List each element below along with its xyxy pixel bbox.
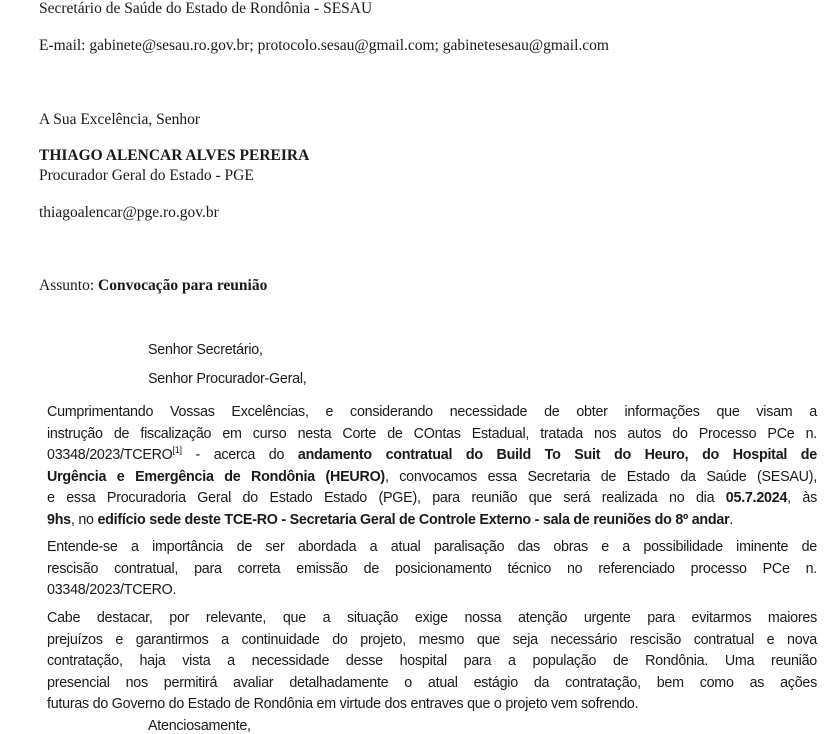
closing: Atenciosamente, (148, 718, 251, 734)
footnote-ref[interactable]: [1] (172, 445, 182, 456)
paragraph-urgency (47, 608, 817, 716)
recipient-name: THIAGO ALENCAR ALVES PEREIRA (39, 147, 310, 164)
bold-text: andamento contratual do Build To Suit do Heuro, do Hospital de (297, 447, 817, 464)
paragraph-line (47, 445, 817, 467)
subject-label: Assunto: (39, 277, 98, 294)
text-run: presencial nos permitirá avaliar detalhadamente o atual estágio da contratação, bem como as ações (47, 674, 817, 691)
text-run: contratação, haja vista a necessidade desse hospital para a população de Rondônia. Uma reunião (47, 653, 817, 670)
paragraph-line (47, 673, 817, 695)
greeting-procurador: Senhor Procurador-Geral, (148, 371, 307, 387)
paragraph-line (47, 402, 817, 424)
text-run: , convocamos essa Secretaria de Estado da Saúde (SESAU), (384, 468, 817, 485)
paragraph-line (47, 651, 817, 673)
subject-line (39, 277, 267, 295)
text-run: rescisão contratual, para correta emissão de posicionamento técnico no referenciado processo PCe n. (47, 560, 817, 577)
text-run: Entende-se a importância de ser abordada a atual paralisação das obras e a possibilidade iminente de (47, 539, 817, 555)
text-run: 03348/2023/TCERO. (47, 582, 177, 599)
greeting-secretary: Senhor Secretário, (148, 342, 263, 358)
text-run: - acerca do (181, 447, 298, 464)
paragraph-line (47, 694, 817, 716)
paragraph-convocation (47, 402, 817, 532)
sender-email: E-mail: gabinete@sesau.ro.gov.br; protocolo.sesau@gmail.com; gabinetesesau@gmail.com (39, 37, 609, 54)
paragraph-line (47, 630, 817, 652)
text-run: , às (787, 490, 817, 507)
bold-text: Urgência e Emergência de Rondônia (HEURO) (47, 468, 385, 485)
bold-text: 9hs (47, 511, 71, 528)
text-run: Cabe destacar, por relevante, que a situação exige nossa atenção urgente para evitarmos maiores (47, 610, 817, 626)
text-run: . (729, 511, 734, 528)
text-run: instrução de fiscalização em curso nesta Corte de COntas Estadual, tratada nos autos do Processo PCe n. (47, 425, 817, 442)
paragraph-line (47, 488, 817, 510)
paragraph-line (47, 608, 817, 630)
paragraph-line (47, 559, 817, 581)
text-run: Cumprimentando Vossas Excelências, e considerando necessidade de obter informações que visam a (47, 404, 817, 420)
paragraph-line (47, 537, 817, 559)
paragraph-line (47, 580, 817, 602)
bold-text: edifício sede deste TCE-RO - Secretaria Geral de Controle Externo - sala de reuniões do 8º andar (97, 511, 730, 528)
bold-text: 05.7.2024 (725, 490, 788, 507)
sender-line: Secretário de Saúde do Estado de Rondônia - SESAU (39, 0, 373, 17)
subject-value: Convocação para reunião (98, 277, 268, 294)
text-run: e essa Procuradoria Geral do Estado Estado (PGE), para reunião que será realizada no dia (47, 490, 726, 507)
text-run: , no (70, 511, 98, 528)
paragraph-importance (47, 537, 817, 602)
recipient-email: thiagoalencar@pge.ro.gov.br (39, 204, 219, 221)
text-run: futuras do Governo do Estado de Rondônia em virtude dos entraves que o projeto vem sofrendo. (47, 696, 639, 713)
paragraph-line (47, 467, 817, 489)
text-run: 03348/2023/TCERO (47, 447, 173, 464)
paragraph-line (47, 424, 817, 446)
text-run: prejuízos e garantirmos a continuidade do projeto, mesmo que seja necessário rescisão contratual e nova (47, 631, 817, 648)
recipient-salutation: A Sua Excelência, Senhor (39, 111, 200, 128)
recipient-title: Procurador Geral do Estado - PGE (39, 167, 254, 184)
paragraph-line (47, 510, 817, 532)
